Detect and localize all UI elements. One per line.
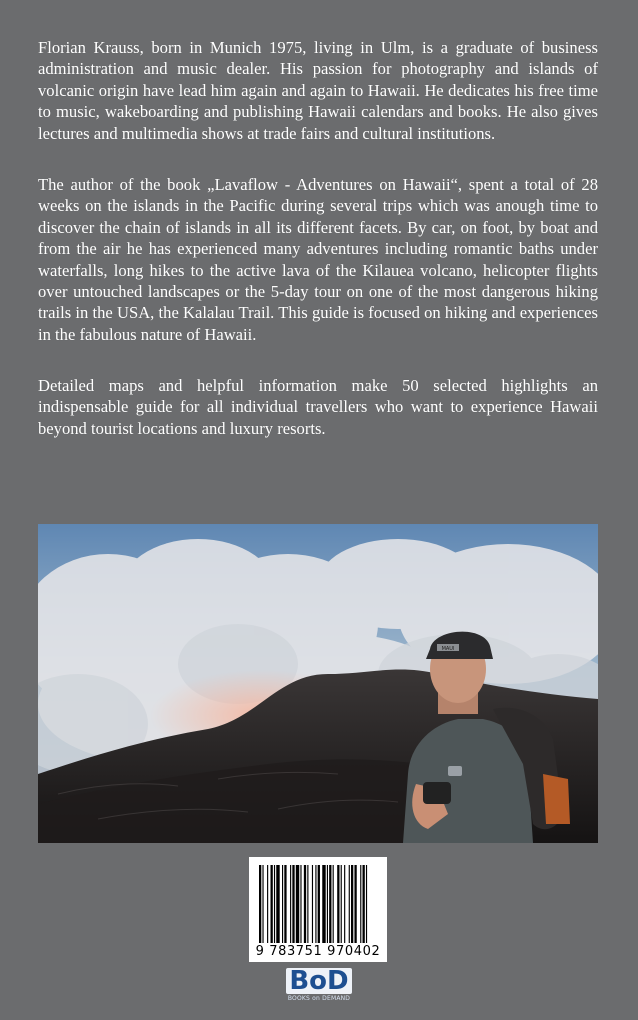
- barcode-bar: [300, 865, 301, 943]
- barcode-bar: [315, 865, 316, 943]
- author-photo: [38, 524, 598, 843]
- barcode-bar: [312, 865, 313, 943]
- barcode-bar: [329, 865, 331, 943]
- barcode-bar: [267, 865, 268, 943]
- publisher-logo: [273, 968, 365, 1002]
- isbn-barcode: [249, 857, 387, 962]
- barcode-bar: [349, 865, 350, 943]
- barcode-bar: [282, 865, 283, 943]
- barcode-bar: [292, 865, 294, 943]
- barcode-bar: [337, 865, 339, 943]
- book-description-paragraph: The author of the book „Lavaflow - Adventures on Hawaii“, spent a total of 28 weeks on the islands in the Pacific during several trips which was anough time to discover the chain of islands in all its different facets. By car, on foot, by boat and from the air he has experienced many adventures including romantic baths under waterfalls, long hikes to the active lava of the Kilauea volcano, helicopter flights over untouched landscapes or the 5-day tour on one of the most dangerous hiking trails in the USA, the Kalalau Trail. This guide is focused on hiking and experiences in the fabulous nature of Hawaii.: [38, 175, 598, 344]
- barcode-bar: [307, 865, 308, 943]
- barcode-bar: [274, 865, 275, 943]
- barcode-bar: [333, 865, 334, 943]
- isbn-digits: 9 783751 970402: [255, 944, 381, 959]
- barcode-bar: [344, 865, 345, 943]
- barcode-bar: [262, 865, 263, 943]
- barcode-bar: [363, 865, 365, 943]
- barcode-bar: [354, 865, 356, 943]
- barcode-bar: [259, 865, 261, 943]
- guide-summary-paragraph: Detailed maps and helpful information make 50 selected highlights an indispensable guide for all individual travellers who want to experience Hawaii beyond tourist locations and luxury resorts.: [38, 376, 598, 438]
- barcode-bar: [284, 865, 286, 943]
- barcode-bar: [290, 865, 291, 943]
- barcode-bar: [351, 865, 353, 943]
- barcode-bar: [366, 865, 367, 943]
- bod-tagline: BOOKS on DEMAND: [287, 995, 351, 1002]
- author-bio-paragraph: Florian Krauss, born in Munich 1975, living in Ulm, is a graduate of business administration and music dealer. His passion for photography and islands of volcanic origin have lead him again and again to Hawaii. He dedicates his free time to music, wakeboarding and publishing Hawaii calendars and books. He also gives lectures and multimedia shows at trade fairs and cultural institutions.: [38, 38, 598, 143]
- barcode-bar: [327, 865, 328, 943]
- barcode-bar: [360, 865, 361, 943]
- barcode-bar: [276, 865, 279, 943]
- cap-label: MAUI: [441, 646, 455, 652]
- barcode-bar: [304, 865, 306, 943]
- barcode-bar: [271, 865, 273, 943]
- barcode-bar: [318, 865, 320, 943]
- barcode-bar: [322, 865, 325, 943]
- bod-logo-text: BoD: [286, 968, 351, 994]
- barcode-bar: [341, 865, 342, 943]
- barcode-bar: [296, 865, 299, 943]
